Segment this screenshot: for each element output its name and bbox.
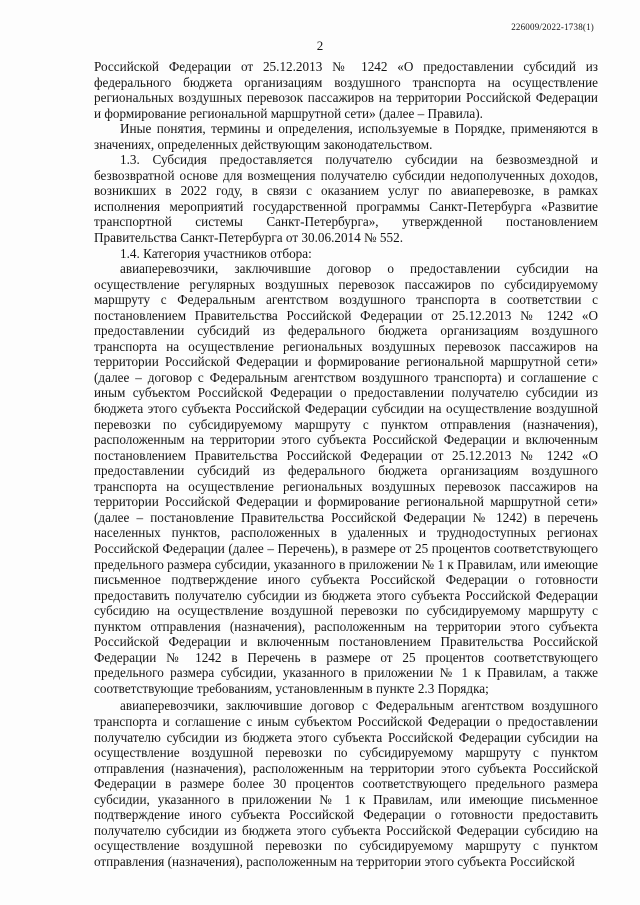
document-id: 226009/2022-1738(1)	[511, 22, 594, 32]
paragraph-rules-reference: Российской Федерации от 25.12.2013 № 1242 «О предоставлении субсидий из федерального бюджета организациям воздушного транспорта на осуществление региональных воздушных перевозок пассажиров на территории Российской Федерации и формирование региональной маршрутной сети» (далее – Правила).	[94, 59, 598, 121]
paragraph-carriers-second: авиаперевозчики, заключившие договор с Федеральным агентством воздушного транспорта и соглашение с иным субъектом Российской Федерации о предоставлении получателю субсидии из бюджета этого субъекта Российской Федерации субсидии на осуществление воздушной перевозки по субсидируемому маршруту с пунктом отправления (назначения), расположенным на территории этого субъекта Российской Федерации в размере более 30 процентов соответствующего предельного размера субсидии, указанного в приложении № 1 к Правилам, или имеющие письменное подтверждение иного субъекта Российской Федерации о готовности предоставить получателю субсидии из бюджета этого субъекта Российской Федерации субсидию на осуществление воздушной перевозки по субсидируемому маршруту с пунктом отправления (назначения), расположенным на территории этого субъекта Российской	[94, 698, 598, 869]
paragraph-carriers-first: авиаперевозчики, заключившие договор о предоставлении субсидии на осуществление регулярных воздушных перевозок пассажиров по субсидируемому маршруту с Федеральным агентством воздушного транспорта в соответствии с постановлением Правительства Российской Федерации от 25.12.2013 № 1242 «О предоставлении субсидий из федерального бюджета организациям воздушного транспорта на осуществление региональных воздушных перевозок пассажиров на территории Российской Федерации и формирование региональной маршрутной сети» (далее – договор с Федеральным агентством воздушного транспорта) и соглашение с иным субъектом Российской Федерации о предоставлении получателю субсидии из бюджета этого субъекта Российской Федерации субсидии на осуществление воздушной перевозки по субсидируемому маршруту с пунктом отправления (назначения), расположенным на территории этого субъекта Российской Федерации и включенным постановлением Правительства Российской Федерации от 25.12.2013 № 1242 «О предоставлении субсидий из федерального бюджета организациям воздушного транспорта на осуществление региональных воздушных перевозок пассажиров на территории Российской Федерации и формирование региональной маршрутной сети» (далее – постановление Правительства Российской Федерации № 1242) в перечень населенных пунктов, расположенных в удаленных и труднодоступных регионах Российской Федерации (далее – Перечень), в размере от 25 процентов соответствующего предельного размера субсидии, указанного в приложении № 1 к Правилам, или имеющие письменное подтверждение иного субъекта Российской Федерации о готовности предоставить получателю субсидии из бюджета этого субъекта Российской Федерации субсидию на осуществление воздушной перевозки по субсидируемому маршруту с пунктом отправления (назначения), расположенным на территории этого субъекта Российской Федерации и включенным постановлением Правительства Российской Федерации № 1242 в Перечень в размере от 25 процентов соответствующего предельного размера субсидии, указанного в приложении № 1 к Правилам, а также соответствующие требованиям, установленным в пункте 2.3 Порядка;	[94, 261, 598, 696]
paragraph-1-3-subsidy: 1.3. Субсидия предоставляется получателю субсидии на безвозмездной и безвозвратной основе для возмещения получателю субсидии недополученных доходов, возникших в 2022 году, в связи с оказанием услуг по авиаперевозке, в рамках исполнения мероприятий государственной программы Санкт-Петербурга «Развитие транспортной системы Санкт-Петербурга», утвержденной постановлением Правительства Санкт-Петербурга от 30.06.2014 № 552.	[94, 152, 598, 246]
paragraph-terms: Иные понятия, термины и определения, используемые в Порядке, применяются в значениях, определенных действующим законодательством.	[94, 121, 598, 152]
page-number: 2	[316, 38, 324, 53]
document-body	[94, 59, 598, 869]
paragraph-1-4-category: 1.4. Категория участников отбора:	[120, 245, 312, 261]
